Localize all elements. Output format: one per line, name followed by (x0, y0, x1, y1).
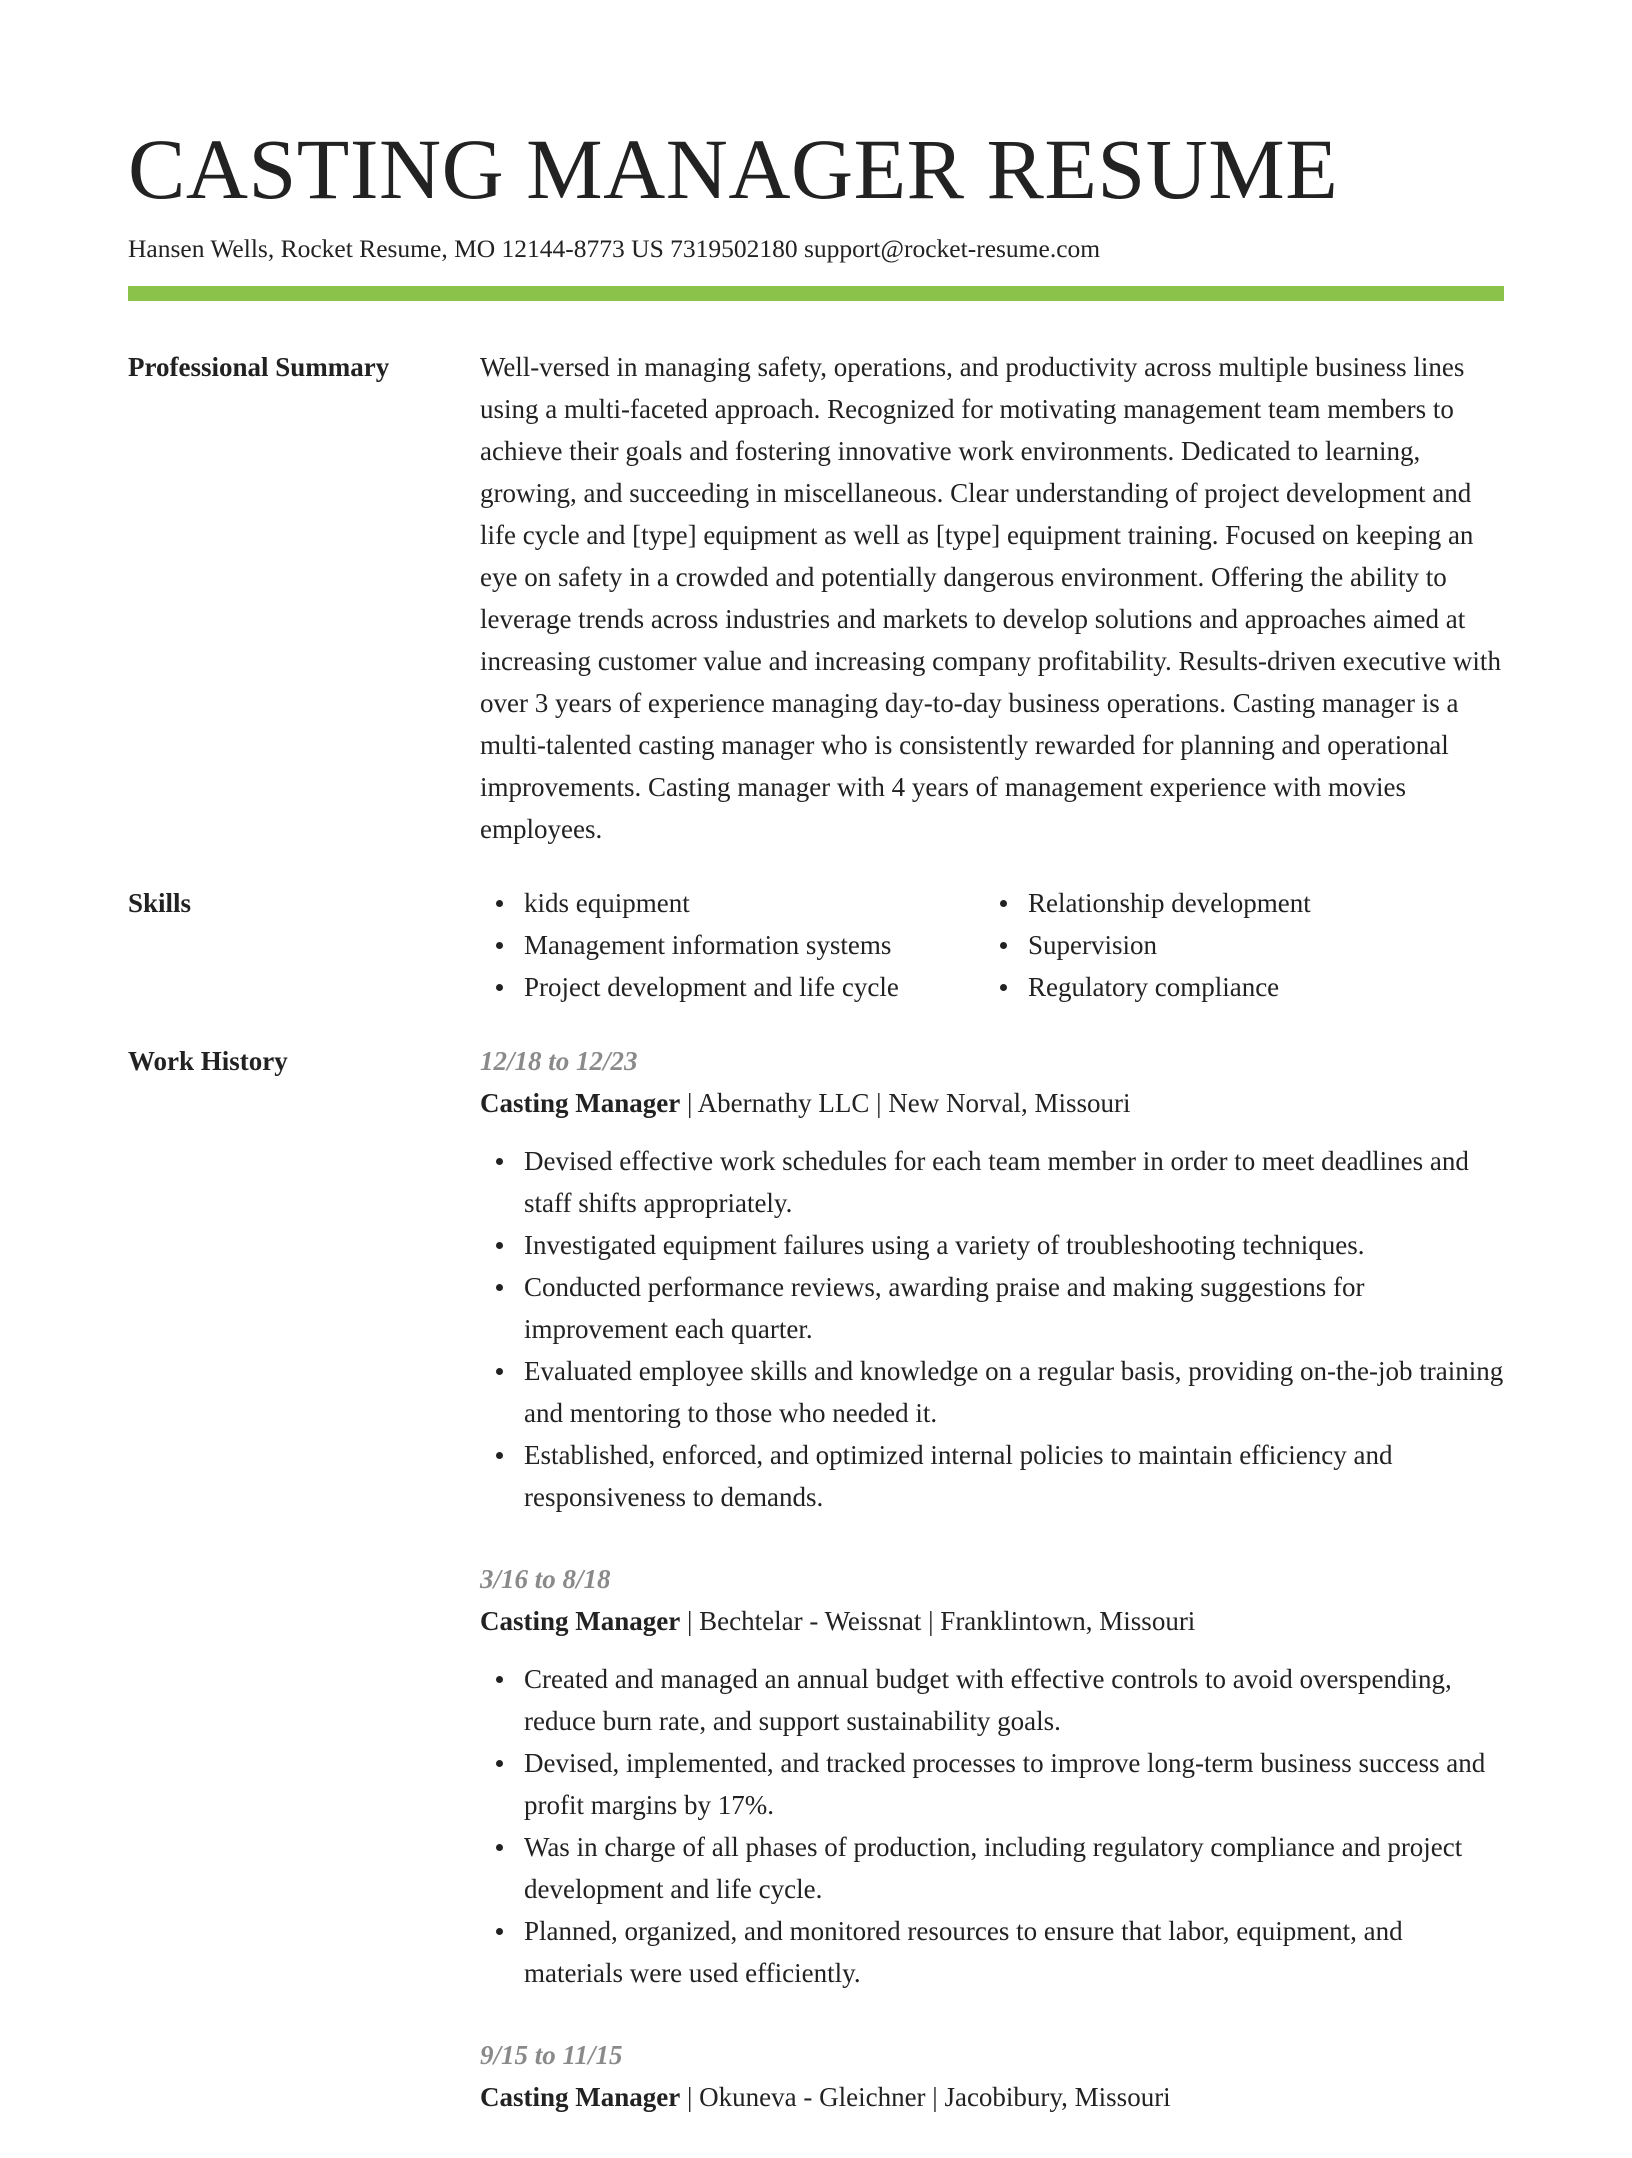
resume-header (128, 118, 1504, 266)
skills-body (480, 882, 1504, 1008)
job-company: Bechtelar - Weissnat (699, 1606, 922, 1636)
accent-divider (128, 286, 1504, 301)
job-bullet: Evaluated employee skills and knowledge on a regular basis, providing on-the-job training and mentoring to those who needed it. (480, 1350, 1504, 1434)
job-separator: | (680, 1606, 700, 1636)
job-title: Casting Manager (480, 1606, 681, 1636)
job-bullet: Created and managed an annual budget with effective controls to avoid overspending, reduce burn rate, and support sustainability goals. (480, 1658, 1504, 1742)
job-company: Abernathy LLC (697, 1088, 870, 1118)
work-history-body (480, 1040, 1504, 2158)
job-bullet: Investigated equipment failures using a variety of troubleshooting techniques. (480, 1224, 1504, 1266)
job-bullet: Conducted performance reviews, awarding praise and making suggestions for improvement each quarter. (480, 1266, 1504, 1350)
job-bullet-list (480, 1658, 1504, 1994)
job-dates: 3/16 to 8/18 (480, 1564, 611, 1594)
job-entry (480, 1040, 1504, 1518)
job-heading (480, 1082, 1504, 1124)
section-label-skills: Skills (128, 888, 192, 918)
job-bullet: Was in charge of all phases of production, including regulatory compliance and project development and life cycle. (480, 1826, 1504, 1910)
job-bullet: Planned, organized, and monitored resources to ensure that labor, equipment, and materials were used efficiently. (480, 1910, 1504, 1994)
job-separator: | (680, 1088, 698, 1118)
skill-item: kids equipment (480, 882, 984, 924)
job-bullet: Devised effective work schedules for each team member in order to meet deadlines and staff shifts appropriately. (480, 1140, 1504, 1224)
skills-columns (480, 882, 1504, 1008)
job-location: Franklintown, Missouri (940, 1606, 1196, 1636)
section-label-work-history: Work History (128, 1046, 288, 1076)
job-location: New Norval, Missouri (888, 1088, 1131, 1118)
contact-line: Hansen Wells, Rocket Resume, MO 12144-8773 US 7319502180 support@rocket-resume.com (128, 234, 1101, 263)
job-bullet: Devised, implemented, and tracked processes to improve long-term business success and profit margins by 17%. (480, 1742, 1504, 1826)
summary-body (480, 346, 1504, 850)
skills-column-left (480, 882, 984, 1008)
job-title: Casting Manager (480, 1088, 681, 1118)
skill-item: Supervision (984, 924, 1488, 966)
page-title: CASTING MANAGER RESUME (128, 121, 1339, 217)
job-entry (480, 2034, 1504, 2118)
job-separator: | (925, 2082, 945, 2112)
skill-item: Project development and life cycle (480, 966, 984, 1008)
section-label-summary: Professional Summary (128, 352, 390, 382)
summary-text: Well-versed in managing safety, operations, and productivity across multiple business lines using a multi-faceted approach. Recognized for motivating management team members to achieve their goals and fostering innovative work environments. Dedicated to learning, growing, and succeeding in miscellaneous. Clear understanding of project development and life cycle and [type] equipment as well as [type] equipment training. Focused on keeping an eye on safety in a crowded and potentially dangerous environment. Offering the ability to leverage trends across industries and markets to develop solutions and approaches aimed at increasing customer value and increasing company profitability. Results-driven executive with over 3 years of experience managing day-to-day business operations. Casting manager is a multi-talented casting manager who is consistently rewarded for planning and operational improvements. Casting manager with 4 years of management experience with movies employees. (480, 352, 1501, 844)
job-dates: 12/18 to 12/23 (480, 1046, 638, 1076)
job-separator: | (869, 1088, 889, 1118)
job-entry (480, 1558, 1504, 1994)
job-dates: 9/15 to 11/15 (480, 2040, 623, 2070)
skill-item: Management information systems (480, 924, 984, 966)
job-heading (480, 1600, 1504, 1642)
job-title: Casting Manager (480, 2082, 681, 2112)
job-company: Okuneva - Gleichner (699, 2082, 926, 2112)
job-separator: | (680, 2082, 700, 2112)
job-bullet: Established, enforced, and optimized internal policies to maintain efficiency and responsiveness to demands. (480, 1434, 1504, 1518)
job-location: Jacobibury, Missouri (944, 2082, 1171, 2112)
job-separator: | (921, 1606, 941, 1636)
job-bullet-list (480, 1140, 1504, 1518)
skill-item: Relationship development (984, 882, 1488, 924)
skills-column-right (984, 882, 1488, 1008)
skill-item: Regulatory compliance (984, 966, 1488, 1008)
